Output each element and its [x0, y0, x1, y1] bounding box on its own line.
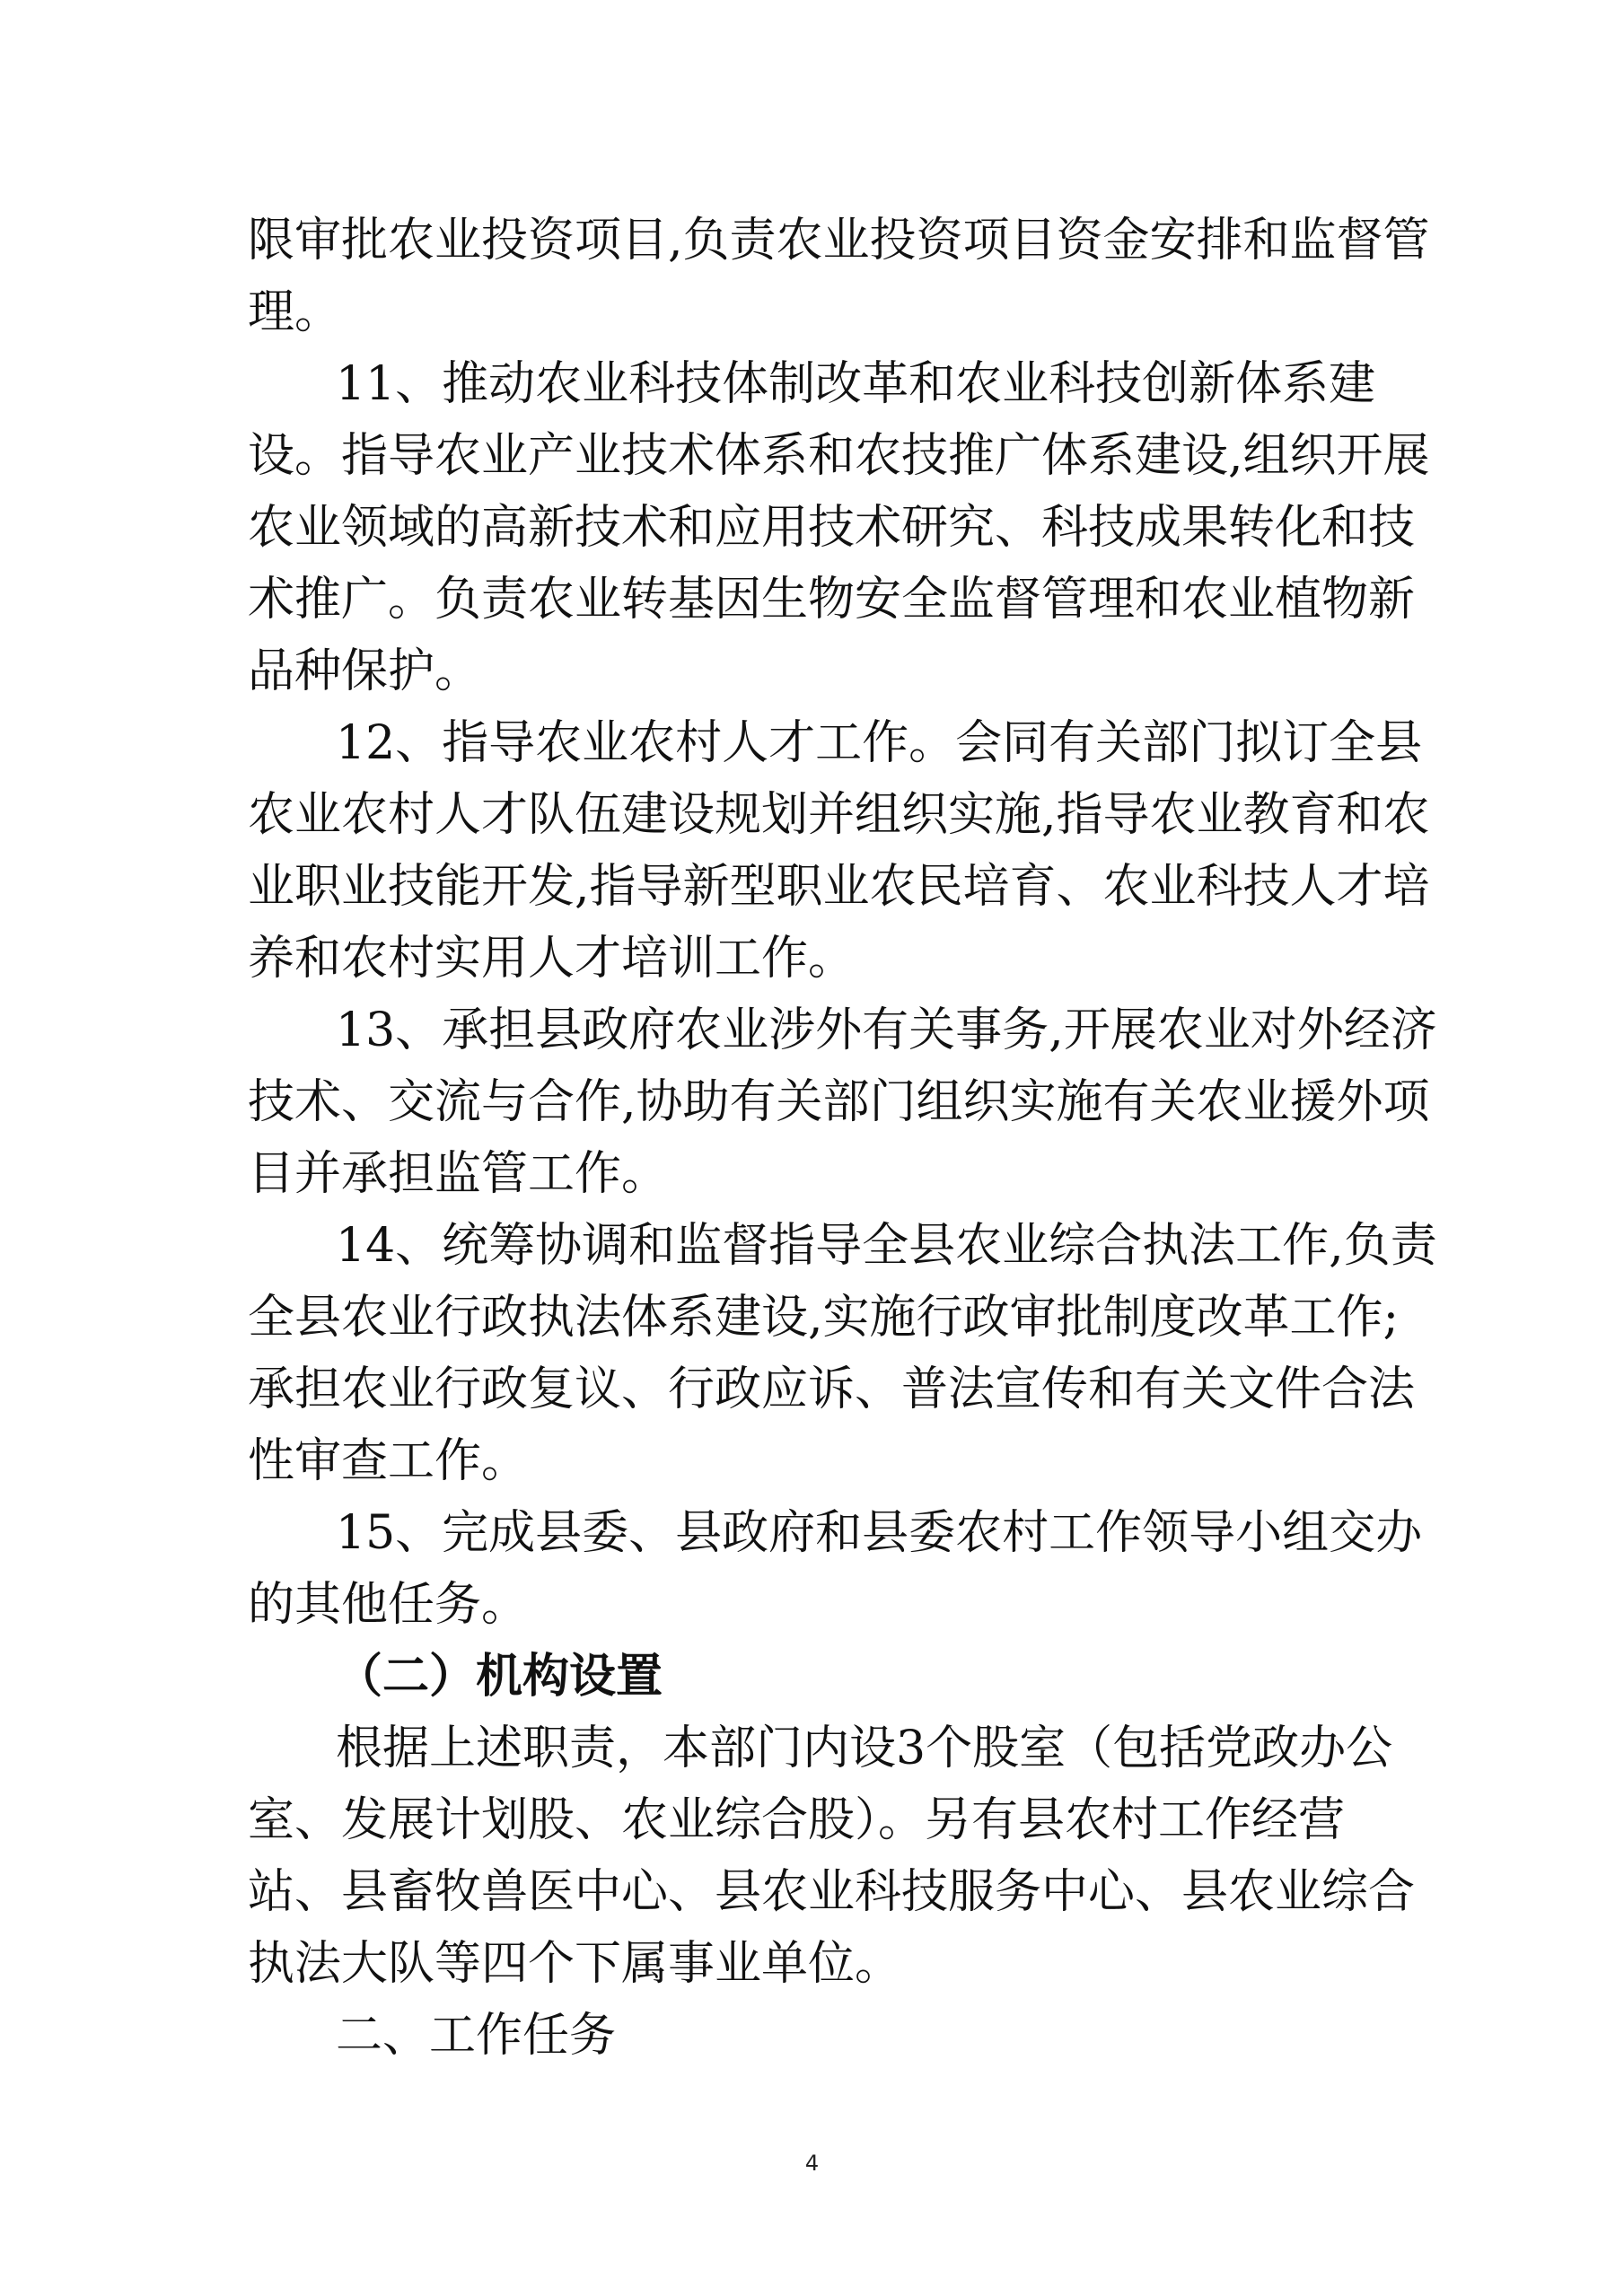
text-line-6: 术推广。负责农业转基因生物安全监督管理和农业植物新 [248, 573, 1416, 627]
text-line-25: 执法大队等四个下属事业单位。 [248, 1937, 902, 1991]
text-line-12: 13、承担县政府农业涉外有关事务,开展农业对外经济 [336, 1003, 1437, 1057]
text-line-17: 承担农业行政复议、行政应诉、普法宣传和有关文件合法 [248, 1363, 1416, 1416]
text-line-4: 设。指导农业产业技术体系和农技推广体系建设,组织开展 [248, 429, 1430, 483]
text-line-22: 根据上述职责，本部门内设3个股室（包括党政办公 [336, 1722, 1393, 1775]
text-line-9: 农业农村人才队伍建设规划并组织实施,指导农业教育和农 [248, 788, 1430, 842]
text-line-13: 技术、交流与合作,协助有关部门组织实施有关农业援外项 [248, 1075, 1430, 1129]
section-heading-organization: （二）机构设置 [336, 1650, 663, 1704]
text-line-20: 的其他任务。 [248, 1578, 529, 1632]
text-line-15: 14、统筹协调和监督指导全县农业综合执法工作,负责 [336, 1219, 1437, 1273]
text-line-14: 目并承担监管工作。 [248, 1147, 669, 1201]
text-line-10: 业职业技能开发,指导新型职业农民培育、农业科技人才培 [248, 860, 1430, 914]
text-line-3: 11、推动农业科技体制改革和农业科技创新体系建 [336, 357, 1376, 411]
text-line-2: 理。 [248, 285, 342, 339]
text-line-8: 12、指导农业农村人才工作。会同有关部门拟订全县 [336, 716, 1423, 770]
text-line-7: 品种保护。 [248, 644, 482, 698]
page-number: 4 [804, 2151, 820, 2176]
text-line-19: 15、完成县委、县政府和县委农村工作领导小组交办 [336, 1506, 1423, 1560]
text-line-1: 限审批农业投资项目,负责农业投资项目资金安排和监督管 [248, 214, 1430, 267]
text-line-24: 站、县畜牧兽医中心、县农业科技服务中心、县农业综合 [248, 1865, 1416, 1919]
section-heading-tasks: 二、工作任务 [336, 2009, 617, 2063]
text-line-16: 全县农业行政执法体系建设,实施行政审批制度改革工作; [248, 1291, 1400, 1345]
text-line-5: 农业领域的高新技术和应用技术研究、科技成果转化和技 [248, 501, 1416, 555]
text-line-11: 养和农村实用人才培训工作。 [248, 932, 856, 986]
text-line-23: 室、发展计划股、农业综合股）。另有县农村工作经营 [248, 1793, 1346, 1847]
text-line-18: 性审查工作。 [248, 1434, 529, 1488]
